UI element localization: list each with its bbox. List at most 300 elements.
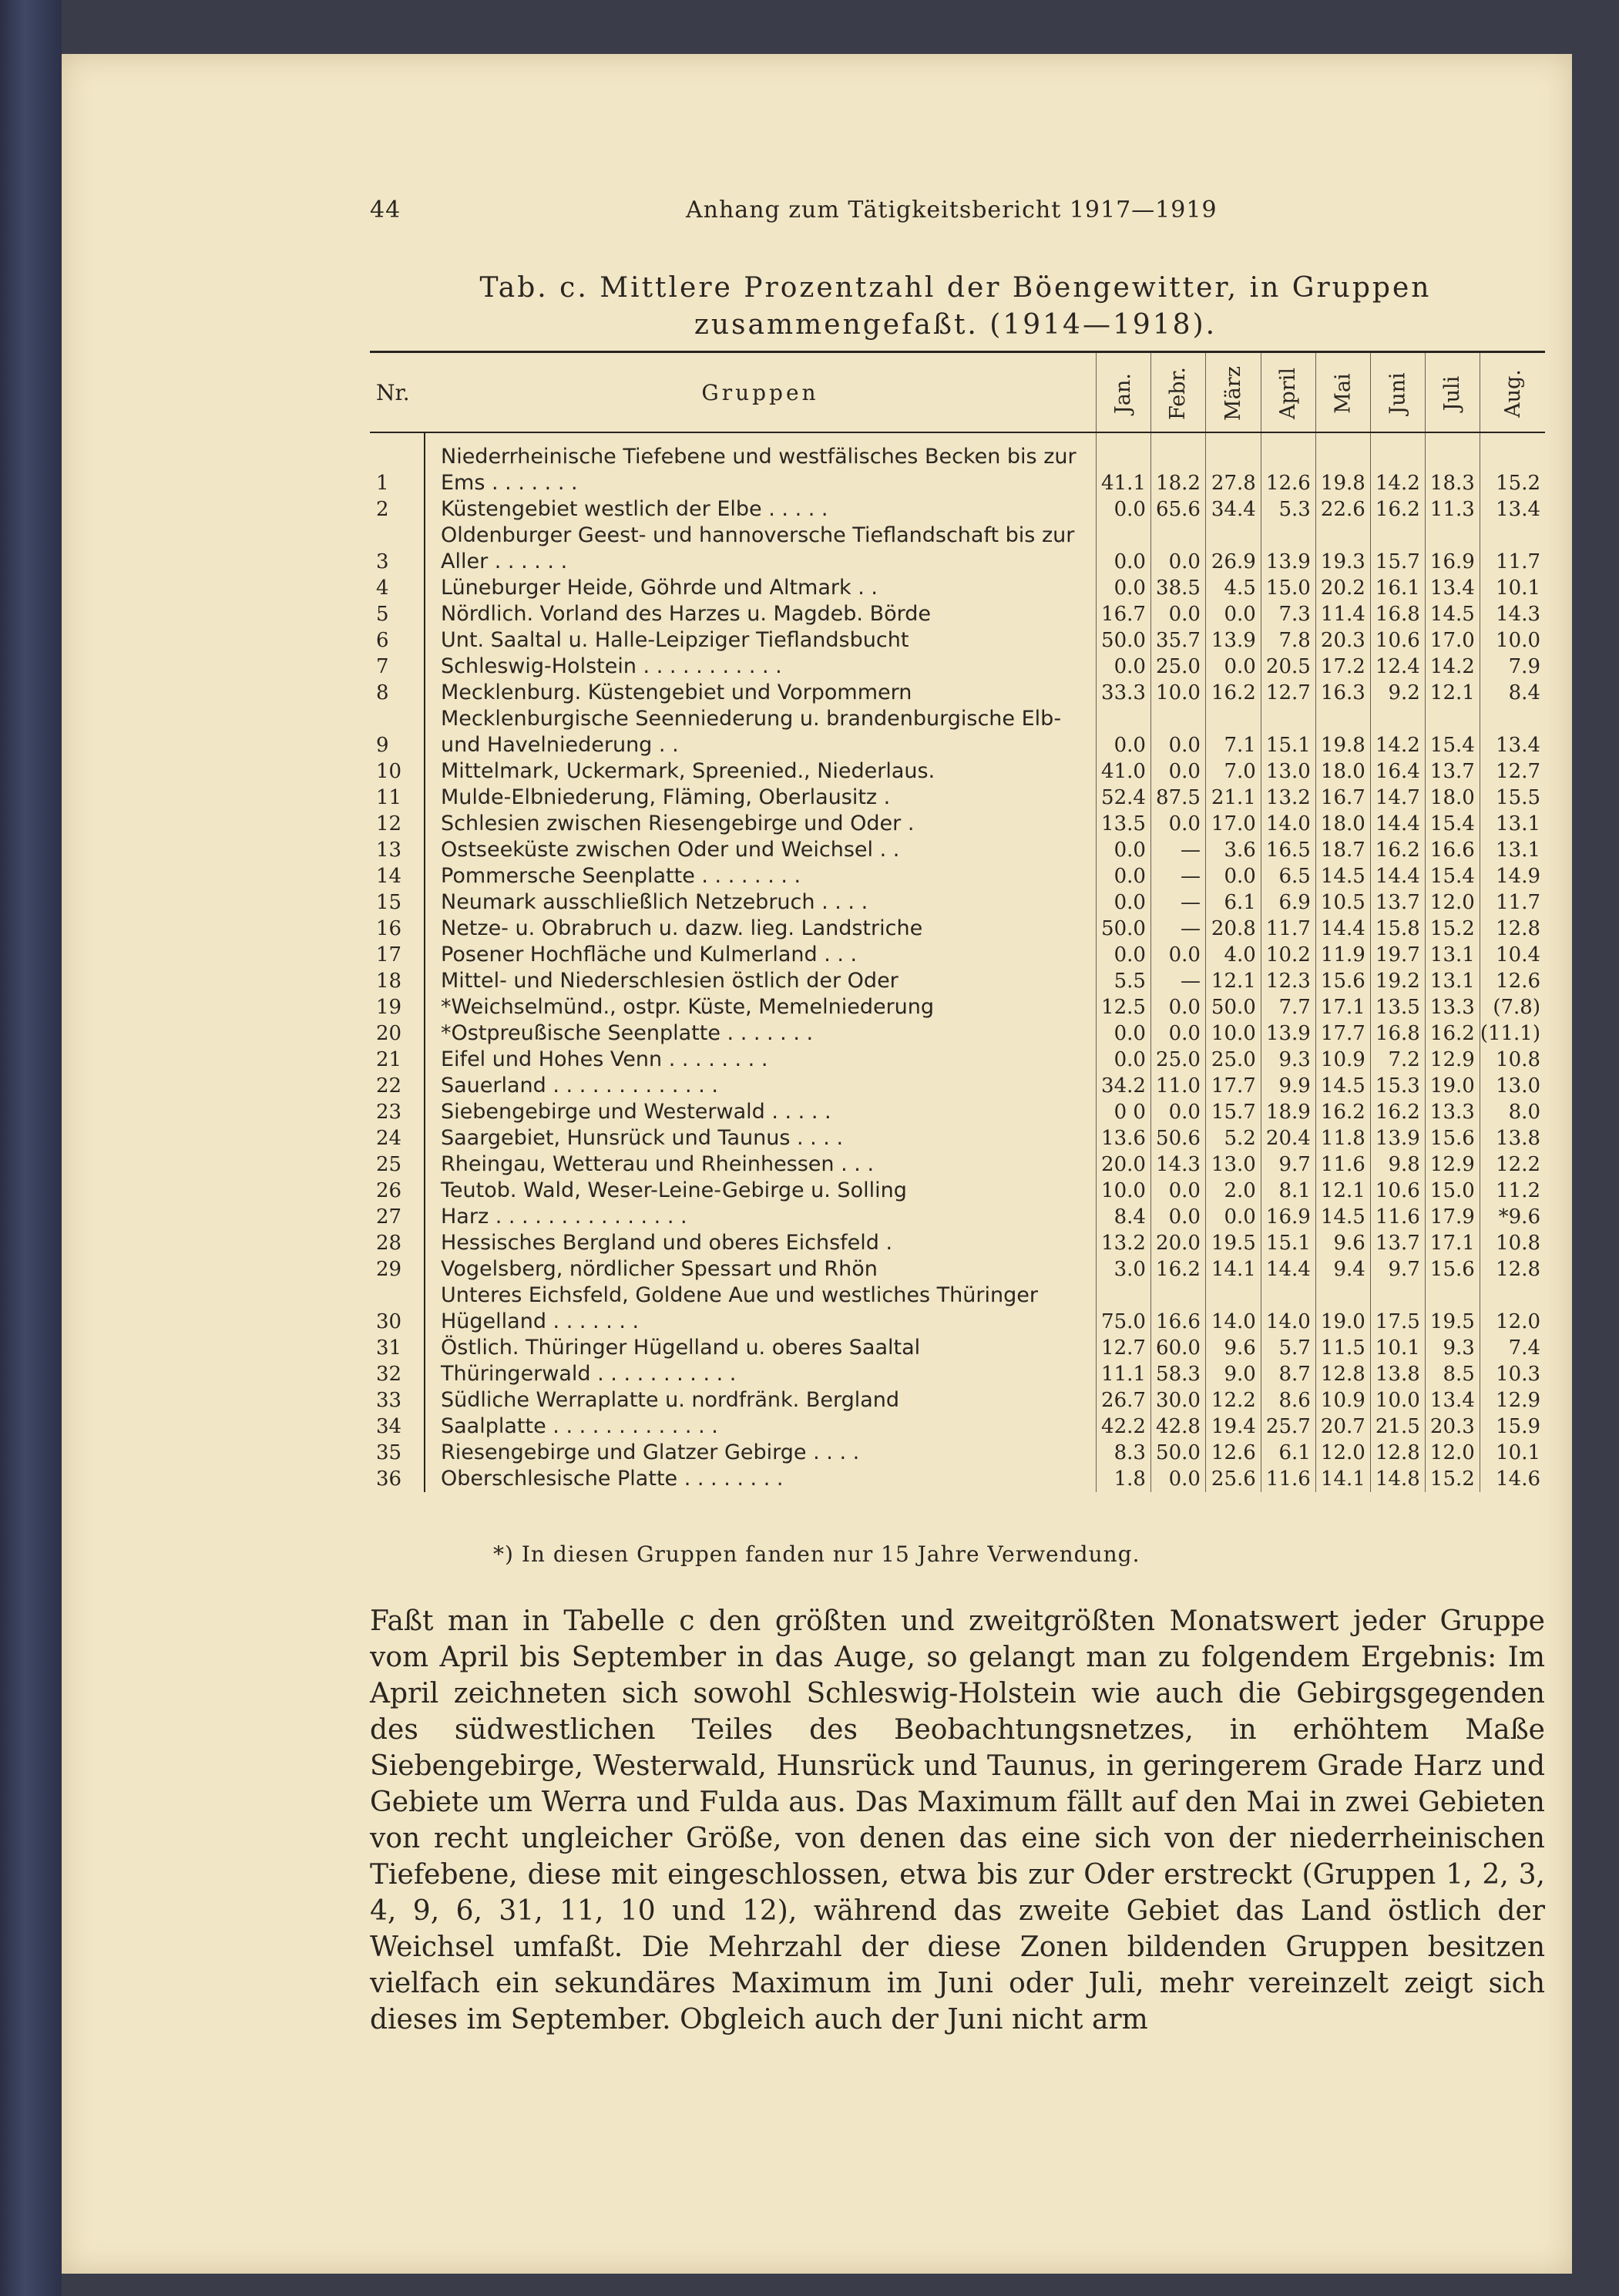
month-value: 19.2 [1370,968,1425,994]
row-number: 30 [376,1310,402,1333]
month-value: 4.0 [1205,942,1261,968]
month-value: 8.6 [1261,1387,1315,1414]
page-number: 44 [370,197,401,224]
group-name: Siebengebirge und Westerwald . . . . . [425,1099,1096,1125]
month-value: 17.2 [1315,654,1370,680]
month-value: 14.0 [1261,1282,1315,1335]
table-title-line2: zusammengefaßt. (1914—1918). [694,309,1218,341]
table-row [370,1414,1545,1440]
month-value: 0.0 [1205,863,1261,889]
month-value: 7.0 [1205,758,1261,785]
table-row [370,1099,1545,1125]
month-value: 8.7 [1261,1361,1315,1387]
table-row [370,680,1545,706]
month-value: 5.3 [1261,496,1315,523]
row-number: 34 [376,1415,402,1438]
month-value: 50.0 [1205,994,1261,1020]
month-value: 16.9 [1425,523,1480,575]
month-value: 8.5 [1425,1361,1480,1387]
month-value: 11.6 [1261,1466,1315,1492]
month-value: 17.7 [1315,1020,1370,1047]
month-value: 50.0 [1096,916,1150,942]
month-value: 14.1 [1315,1466,1370,1492]
month-value: 12.1 [1205,968,1261,994]
month-value: 12.4 [1370,654,1425,680]
month-value: 14.5 [1425,601,1480,627]
month-value: 5.2 [1205,1125,1261,1151]
month-value: 12.0 [1425,1440,1480,1466]
month-value: 13.1 [1480,811,1545,837]
group-name: Mecklenburg. Küstengebiet und Vorpommern [425,680,1096,706]
month-value: 0.0 [1150,994,1205,1020]
month-value: 14.2 [1370,706,1425,758]
month-value: 60.0 [1150,1335,1205,1361]
month-value: 14.9 [1480,863,1545,889]
month-value: 13.8 [1480,1125,1545,1151]
month-value: 16.2 [1370,496,1425,523]
month-value: 16.2 [1315,1099,1370,1125]
month-value: 15.0 [1425,1178,1480,1204]
month-value: 15.4 [1425,811,1480,837]
month-value: — [1150,837,1205,863]
month-value: 58.3 [1150,1361,1205,1387]
row-number: 21 [376,1048,402,1071]
month-value: 18.7 [1315,837,1370,863]
month-value: 16.7 [1315,785,1370,811]
month-value: 9.7 [1261,1151,1315,1178]
month-value: 10.0 [1480,627,1545,654]
month-value: 14.5 [1315,1073,1370,1099]
month-value: 13.3 [1425,994,1480,1020]
month-value: 13.6 [1096,1125,1150,1151]
month-value: 14.2 [1425,654,1480,680]
month-value: 19.3 [1315,523,1370,575]
month-value: 7.3 [1261,601,1315,627]
table-row [370,1204,1545,1230]
month-value: 12.7 [1261,680,1315,706]
month-value: 16.5 [1261,837,1315,863]
month-value: 13.3 [1425,1099,1480,1125]
table-row [370,432,1545,496]
group-name: Unt. Saaltal u. Halle-Leipziger Tieflandsbucht [425,627,1096,654]
month-value: 38.5 [1150,575,1205,601]
month-value: 18.0 [1425,785,1480,811]
row-number: 10 [376,760,402,783]
month-value: 7.4 [1480,1335,1545,1361]
month-value: 12.5 [1096,994,1150,1020]
month-value: 0.0 [1096,863,1150,889]
month-value: 13.9 [1370,1125,1425,1151]
row-number: 18 [376,970,402,993]
month-value: 12.7 [1480,758,1545,785]
month-value: 15.7 [1370,523,1425,575]
month-value: 17.7 [1205,1073,1261,1099]
month-value: 12.8 [1315,1361,1370,1387]
month-value: 15.6 [1425,1256,1480,1282]
month-value: 50.0 [1096,627,1150,654]
month-value: 7.2 [1370,1047,1425,1073]
header-jan: Jan. [1096,352,1150,433]
month-value: 16.3 [1315,680,1370,706]
month-value: 19.7 [1370,942,1425,968]
group-name: Riesengebirge und Glatzer Gebirge . . . . [425,1440,1096,1466]
group-name: *Ostpreußische Seenplatte . . . . . . . [425,1020,1096,1047]
month-value: 17.1 [1425,1230,1480,1256]
month-value: 13.9 [1261,523,1315,575]
month-value: 15.2 [1425,1466,1480,1492]
month-value: 9.8 [1370,1151,1425,1178]
month-value: 15.1 [1261,706,1315,758]
table-row [370,1387,1545,1414]
row-number: 8 [376,681,389,704]
table-row [370,601,1545,627]
month-value: 18.3 [1425,432,1480,496]
table-row [370,1440,1545,1466]
month-value: 16.1 [1370,575,1425,601]
month-value: 42.8 [1150,1414,1205,1440]
row-number: 4 [376,577,389,600]
month-value: 13.0 [1205,1151,1261,1178]
thunderstorm-table [370,351,1545,1492]
group-name: Neumark ausschließlich Netzebruch . . . . [425,889,1096,916]
month-value: 19.8 [1315,432,1370,496]
month-value: 20.8 [1205,916,1261,942]
header-nr: Nr. [370,352,425,433]
month-value: 14.3 [1150,1151,1205,1178]
month-value: 0.0 [1096,575,1150,601]
month-value: 14.0 [1205,1282,1261,1335]
month-value: 13.0 [1261,758,1315,785]
header-juni: Juni [1370,352,1425,433]
month-value: 13.4 [1425,575,1480,601]
month-value: 50.0 [1150,1440,1205,1466]
row-number: 2 [376,498,389,521]
month-value: 9.6 [1205,1335,1261,1361]
book-binding [0,0,62,2296]
month-value: 0.0 [1096,496,1150,523]
month-value: 10.6 [1370,1178,1425,1204]
table-row [370,496,1545,523]
month-value: 11.6 [1315,1151,1370,1178]
month-value: 10.2 [1261,942,1315,968]
month-value: 14.4 [1370,811,1425,837]
footnote: *) In diesen Gruppen fanden nur 15 Jahre Verwendung. [493,1541,1140,1567]
month-value: 14.5 [1315,863,1370,889]
month-value: 50.6 [1150,1125,1205,1151]
month-value: 17.1 [1315,994,1370,1020]
row-number: 3 [376,550,389,573]
month-value: 26.9 [1205,523,1261,575]
month-value: 12.9 [1480,1387,1545,1414]
table-row [370,1073,1545,1099]
month-value: 8.4 [1096,1204,1150,1230]
month-value: 42.2 [1096,1414,1150,1440]
month-value: 21.1 [1205,785,1261,811]
month-value: 14.2 [1370,432,1425,496]
month-value: 0.0 [1150,758,1205,785]
group-name: Eifel und Hohes Venn . . . . . . . . [425,1047,1096,1073]
month-value: 13.0 [1480,1073,1545,1099]
row-number: 5 [376,603,389,626]
month-value: 19.4 [1205,1414,1261,1440]
month-value: 6.9 [1261,889,1315,916]
month-value: 10.3 [1480,1361,1545,1387]
month-value: 14.4 [1370,863,1425,889]
month-value: 14.4 [1315,916,1370,942]
month-value: 11.5 [1315,1335,1370,1361]
row-number: 7 [376,655,389,678]
month-value: 20.2 [1315,575,1370,601]
row-number: 20 [376,1022,402,1045]
group-name: Küstengebiet westlich der Elbe . . . . . [425,496,1096,523]
month-value: 12.1 [1425,680,1480,706]
row-number: 12 [376,812,402,835]
month-value: 14.5 [1315,1204,1370,1230]
group-name: Saargebiet, Hunsrück und Taunus . . . . [425,1125,1096,1151]
row-number: 13 [376,839,402,862]
month-value: 0.0 [1205,601,1261,627]
month-value: 35.7 [1150,627,1205,654]
month-value: 65.6 [1150,496,1205,523]
month-value: — [1150,916,1205,942]
row-number: 15 [376,891,402,914]
table-row [370,627,1545,654]
month-value: 11.4 [1315,601,1370,627]
month-value: 19.8 [1315,706,1370,758]
group-name: Teutob. Wald, Weser-Leine-Gebirge u. Solling [425,1178,1096,1204]
row-number: 31 [376,1336,402,1360]
month-value: 15.2 [1425,916,1480,942]
month-value: 16.7 [1096,601,1150,627]
month-value: 12.6 [1205,1440,1261,1466]
row-number: 19 [376,996,402,1019]
month-value: 14.8 [1370,1466,1425,1492]
group-name: Oberschlesische Platte . . . . . . . . [425,1466,1096,1492]
month-value: 15.8 [1370,916,1425,942]
month-value: (7.8) [1480,994,1545,1020]
table-row [370,1466,1545,1492]
table-row [370,968,1545,994]
row-number: 6 [376,629,389,652]
table-row [370,863,1545,889]
month-value: 19.5 [1205,1230,1261,1256]
month-value: 13.2 [1096,1230,1150,1256]
group-name: Oldenburger Geest- und hannoversche Tieflandschaft bis zur Aller . . . . . . [425,523,1096,575]
month-value: 13.4 [1480,496,1545,523]
group-name: Sauerland . . . . . . . . . . . . . [425,1073,1096,1099]
group-name: Südliche Werraplatte u. nordfränk. Bergland [425,1387,1096,1414]
month-value: 26.7 [1096,1387,1150,1414]
month-value: 8.0 [1480,1099,1545,1125]
running-title: Anhang zum Tätigkeitsbericht 1917—1919 [686,197,1218,224]
month-value: 22.6 [1315,496,1370,523]
month-value: 0.0 [1096,523,1150,575]
month-value: 12.8 [1480,1256,1545,1282]
table-row [370,1151,1545,1178]
header-mai: Mai [1315,352,1370,433]
month-value: 17.9 [1425,1204,1480,1230]
month-value: 3.6 [1205,837,1261,863]
month-value: 8.1 [1261,1178,1315,1204]
group-name: Lüneburger Heide, Göhrde und Altmark . . [425,575,1096,601]
month-value: 12.0 [1480,1282,1545,1335]
month-value: 21.5 [1370,1414,1425,1440]
month-value: 13.9 [1205,627,1261,654]
month-value: 13.5 [1096,811,1150,837]
table-row [370,1020,1545,1047]
month-value: 41.1 [1096,432,1150,496]
month-value: 20.0 [1096,1151,1150,1178]
month-value: — [1150,889,1205,916]
group-name: *Weichselmünd., ostpr. Küste, Memelniederung [425,994,1096,1020]
table-title [370,270,1541,344]
group-name: Harz . . . . . . . . . . . . . . . [425,1204,1096,1230]
month-value: 0.0 [1096,1047,1150,1073]
table-row [370,916,1545,942]
group-name: Rheingau, Wetterau und Rheinhessen . . . [425,1151,1096,1178]
month-value: 10.5 [1315,889,1370,916]
table-row [370,1178,1545,1204]
month-value: 9.0 [1205,1361,1261,1387]
month-value: 7.7 [1261,994,1315,1020]
row-number: 24 [376,1127,402,1150]
month-value: 25.7 [1261,1414,1315,1440]
table-row [370,758,1545,785]
month-value: 16.6 [1425,837,1480,863]
month-value: 0.0 [1096,706,1150,758]
month-value: 12.9 [1425,1047,1480,1073]
table-row [370,811,1545,837]
month-value: 19.0 [1425,1073,1480,1099]
group-name: Schlesien zwischen Riesengebirge und Oder . [425,811,1096,837]
month-value: 15.2 [1480,432,1545,496]
month-value: 41.0 [1096,758,1150,785]
month-value: 15.6 [1315,968,1370,994]
table-row [370,1282,1545,1335]
month-value: 10.1 [1480,1440,1545,1466]
month-value: 15.4 [1425,863,1480,889]
table-row [370,837,1545,863]
month-value: 7.9 [1480,654,1545,680]
month-value: 13.5 [1370,994,1425,1020]
month-value: 9.4 [1315,1256,1370,1282]
table-body [370,432,1545,1492]
month-value: 11.6 [1370,1204,1425,1230]
group-name: Pommersche Seenplatte . . . . . . . . [425,863,1096,889]
month-value: 0.0 [1150,1099,1205,1125]
month-value: 12.0 [1315,1440,1370,1466]
group-name: Hessisches Bergland und oberes Eichsfeld . [425,1230,1096,1256]
row-number: 17 [376,943,402,966]
row-number: 26 [376,1179,402,1202]
table-row [370,1361,1545,1387]
month-value: 8.3 [1096,1440,1150,1466]
month-value: 15.5 [1480,785,1545,811]
row-number: 25 [376,1153,402,1176]
row-number: 9 [376,734,389,757]
group-name: Mulde-Elbniederung, Fläming, Oberlausitz . [425,785,1096,811]
header-april: April [1261,352,1315,433]
month-value: 16.2 [1150,1256,1205,1282]
month-value: 10.1 [1480,575,1545,601]
row-number: 28 [376,1232,402,1255]
row-number: 11 [376,786,402,809]
header-maerz: März [1205,352,1261,433]
header-febr: Febr. [1150,352,1205,433]
row-number: 32 [376,1363,402,1386]
month-value: 5.5 [1096,968,1150,994]
month-value: 13.8 [1370,1361,1425,1387]
month-value: 5.7 [1261,1335,1315,1361]
month-value: 13.1 [1480,837,1545,863]
month-value: 12.7 [1096,1335,1150,1361]
month-value: 14.3 [1480,601,1545,627]
month-value: 52.4 [1096,785,1150,811]
header-juli: Juli [1425,352,1480,433]
month-value: (11.1) [1480,1020,1545,1047]
month-value: 17.0 [1425,627,1480,654]
month-value: 8.4 [1480,680,1545,706]
month-value: 13.7 [1370,1230,1425,1256]
header-aug: Aug. [1480,352,1545,433]
month-value: 0.0 [1096,1020,1150,1047]
table-row [370,942,1545,968]
month-value: 19.0 [1315,1282,1370,1335]
month-value: 20.3 [1315,627,1370,654]
month-value: 0.0 [1205,1204,1261,1230]
month-value: 11.9 [1315,942,1370,968]
month-value: 15.1 [1261,1230,1315,1256]
month-value: 10.9 [1315,1047,1370,1073]
group-name: Schleswig-Holstein . . . . . . . . . . . [425,654,1096,680]
row-number: 36 [376,1467,402,1491]
month-value: 10.8 [1480,1230,1545,1256]
group-name: Ostseeküste zwischen Oder und Weichsel . . [425,837,1096,863]
month-value: 10.0 [1370,1387,1425,1414]
month-value: *9.6 [1480,1204,1545,1230]
month-value: 0.0 [1096,837,1150,863]
month-value: 18.0 [1315,811,1370,837]
month-value: 9.7 [1370,1256,1425,1282]
table-row [370,1230,1545,1256]
table-row [370,654,1545,680]
month-value: 3.0 [1096,1256,1150,1282]
month-value: 27.8 [1205,432,1261,496]
table-header-row [370,352,1545,433]
month-value: 10.0 [1096,1178,1150,1204]
group-name: Netze- u. Obrabruch u. dazw. lieg. Landstriche [425,916,1096,942]
month-value: 13.7 [1370,889,1425,916]
month-value: 25.0 [1205,1047,1261,1073]
month-value: 87.5 [1150,785,1205,811]
month-value: 0.0 [1150,601,1205,627]
month-value: 0.0 [1150,1020,1205,1047]
month-value: 10.9 [1315,1387,1370,1414]
month-value: 34.2 [1096,1073,1150,1099]
month-value: 16.2 [1370,1099,1425,1125]
month-value: 18.9 [1261,1099,1315,1125]
month-value: 7.8 [1261,627,1315,654]
month-value: 10.0 [1205,1020,1261,1047]
table-row [370,1335,1545,1361]
month-value: 9.2 [1370,680,1425,706]
month-value: 20.5 [1261,654,1315,680]
month-value: — [1150,968,1205,994]
month-value: 0 0 [1096,1099,1150,1125]
row-number: 22 [376,1074,402,1098]
month-value: 16.4 [1370,758,1425,785]
month-value: 13.7 [1425,758,1480,785]
